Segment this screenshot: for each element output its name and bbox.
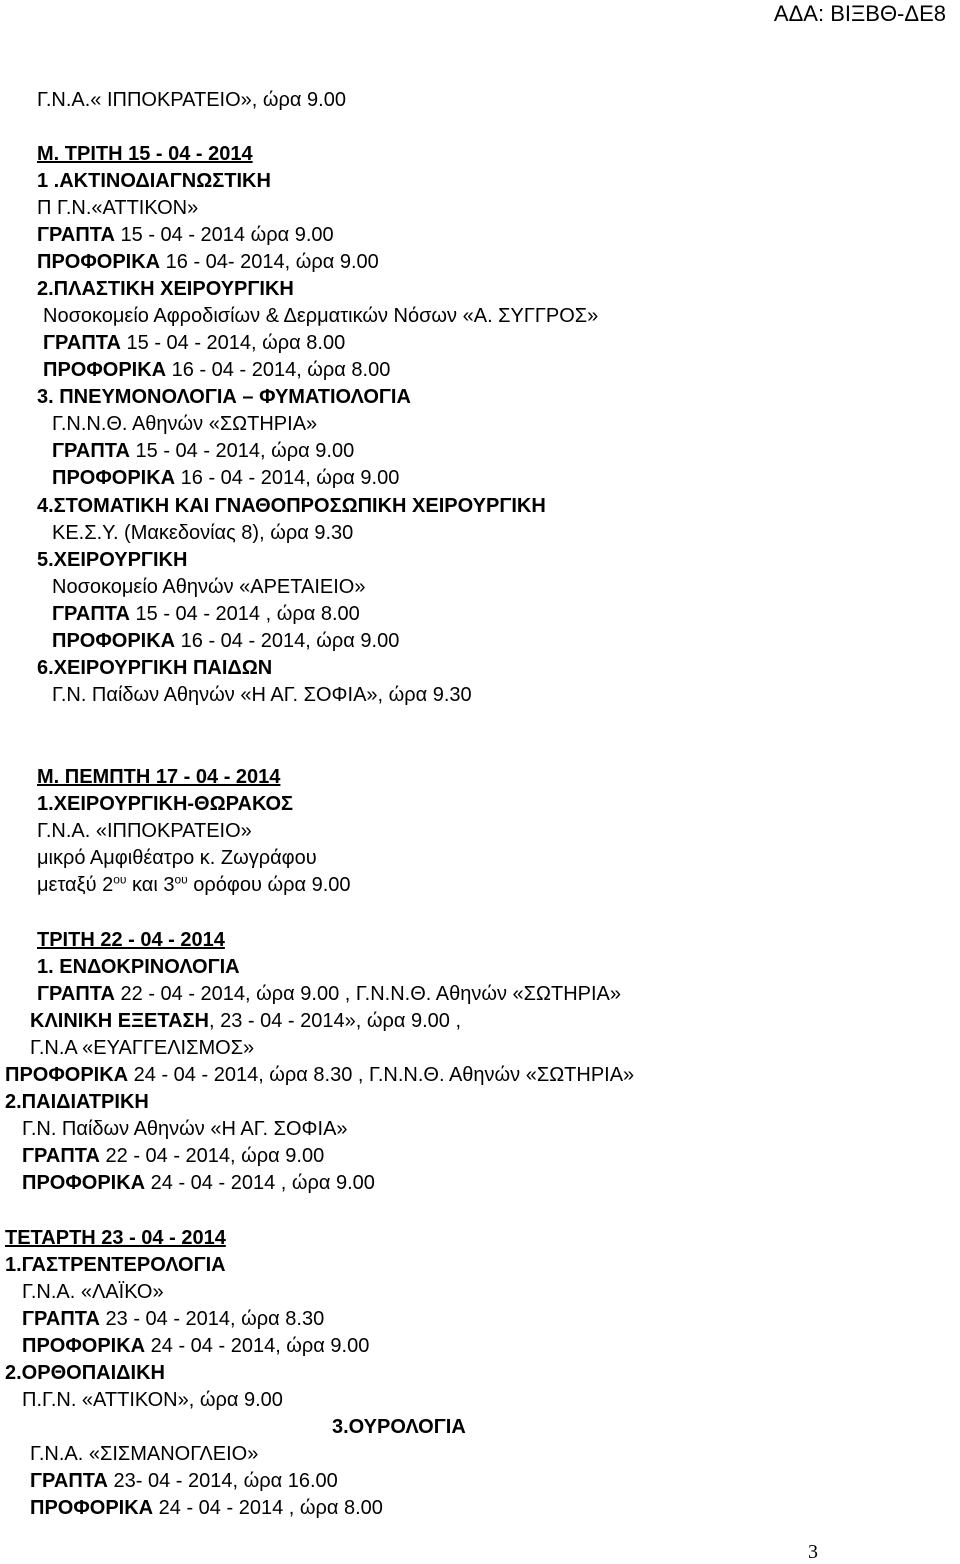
line-text: Γ.Ν.Α. «ΛΑΪΚΟ» <box>22 1281 164 1303</box>
line-text: ΠΡΟΦΟΡΙΚΑ <box>37 251 161 273</box>
line-text: ΠΡΟΦΟΡΙΚΑ <box>5 1064 129 1086</box>
line-text: Γ.Ν.Α «ΕΥΑΓΓΕΛΙΣΜΟΣ» <box>30 1037 255 1059</box>
line-text: 24 - 04 - 2014 , ώρα 8.00 <box>153 1497 383 1519</box>
document-line <box>22 1307 324 1331</box>
document-line <box>37 385 411 409</box>
line-text: 24 - 04 - 2014, ώρα 9.00 <box>145 1335 370 1357</box>
line-text: μεταξύ 2 <box>37 874 114 896</box>
line-text: 15 - 04 - 2014 ώρα 9.00 <box>114 224 334 246</box>
line-text: ΓΡΑΠΤΑ <box>37 983 115 1005</box>
superscript-text: ου <box>174 872 188 887</box>
document-line <box>37 250 379 274</box>
line-text: ορόφου ώρα 9.00 <box>187 874 351 896</box>
line-text: Γ.Ν.Α.« ΙΠΠΟΚΡΑΤΕΙΟ», ώρα 9.00 <box>37 89 346 111</box>
document-line <box>22 1334 369 1358</box>
document-line <box>37 792 293 816</box>
line-text: ΠΡΟΦΟΡΙΚΑ <box>22 1172 146 1194</box>
document-line <box>5 1226 226 1250</box>
document-line <box>43 331 345 355</box>
line-text: Μ. ΠΕΜΠΤΗ 17 - 04 - 2014 <box>37 766 281 788</box>
line-text: ΚΛΙΝΙΚΗ ΕΞΕΤΑΣΗ <box>30 1010 209 1032</box>
line-text: ΠΡΟΦΟΡΙΚΑ <box>30 1497 154 1519</box>
document-line <box>52 412 317 436</box>
line-text: ΠΡΟΦΟΡΙΚΑ <box>22 1335 146 1357</box>
line-text: 15 - 04 - 2014, ώρα 9.00 <box>129 440 355 462</box>
document-line <box>30 1009 461 1033</box>
line-text: ΠΡΟΦΟΡΙΚΑ <box>52 467 176 489</box>
document-line <box>332 1415 466 1439</box>
line-text: 1.ΧΕΙΡΟΥΡΓΙΚΗ-ΘΩΡΑΚΟΣ <box>37 793 294 815</box>
page-number: 3 <box>808 1541 818 1563</box>
document-line <box>37 494 546 518</box>
document-line <box>30 1496 383 1520</box>
line-text: Μ. ΤΡΙΤΗ 15 - 04 - 2014 <box>37 143 253 165</box>
line-text: 24 - 04 - 2014, ώρα 8.30 , Γ.Ν.Ν.Θ. Αθηνών «ΣΩΤΗΡΙΑ» <box>128 1064 635 1086</box>
document-line <box>37 955 240 979</box>
document-line <box>37 548 187 572</box>
line-text: 16 - 04- 2014, ώρα 9.00 <box>160 251 379 273</box>
line-text: ΓΡΑΠΤΑ <box>22 1308 100 1330</box>
document-line <box>37 819 252 843</box>
line-text: ΓΡΑΠΤΑ <box>52 440 130 462</box>
line-text: 4.ΣΤΟΜΑΤΙΚΗ ΚΑΙ ΓΝΑΘΟΠΡΟΣΩΠΙΚΗ ΧΕΙΡΟΥΡΓΙΚΗ <box>37 495 546 517</box>
document-line <box>52 466 399 490</box>
document-line <box>43 304 598 328</box>
line-text: 2.ΟΡΘΟΠΑΙΔΙΚΗ <box>5 1362 165 1384</box>
line-text: 1.ΓΑΣΤΡΕΝΤΕΡΟΛΟΓΙΑ <box>5 1254 226 1276</box>
document-line <box>30 1442 258 1466</box>
line-text: Γ.Ν. Παίδων Αθηνών «Η ΑΓ. ΣΟΦΙΑ» <box>22 1118 348 1140</box>
document-line <box>52 521 353 545</box>
line-text: 5.ΧΕΙΡΟΥΡΓΙΚΗ <box>37 549 188 571</box>
document-line <box>52 575 365 599</box>
document-line <box>37 169 271 193</box>
line-text: Νοσοκομείο Αφροδισίων & Δερματικών Νόσων «Α. ΣΥΓΓΡΟΣ» <box>43 305 599 327</box>
document-line <box>30 1469 338 1493</box>
document-ada-header: ΑΔΑ: ΒΙΞΒΘ-ΔΕ8 <box>773 1 946 26</box>
line-text: 16 - 04 - 2014, ώρα 9.00 <box>175 630 400 652</box>
document-line <box>37 142 253 166</box>
line-text: Νοσοκομείο Αθηνών «ΑΡΕΤΑΙΕΙΟ» <box>52 576 366 598</box>
line-text: 23- 04 - 2014, ώρα 16.00 <box>107 1470 338 1492</box>
line-text: 6.ΧΕΙΡΟΥΡΓΙΚΗ ΠΑΙΔΩΝ <box>37 657 273 679</box>
line-text: Γ.Ν.Ν.Θ. Αθηνών «ΣΩΤΗΡΙΑ» <box>52 413 318 435</box>
line-text: ΤΡΙΤΗ 22 - 04 - 2014 <box>37 929 225 951</box>
line-text: Π.Γ.Ν. «ΑΤΤΙΚΟΝ», ώρα 9.00 <box>22 1389 283 1411</box>
line-text: 2.ΠΛΑΣΤΙΚΗ ΧΕΙΡΟΥΡΓΙΚΗ <box>37 278 294 300</box>
line-text: ΓΡΑΠΤΑ <box>43 332 121 354</box>
line-text: 1 .ΑΚΤΙΝΟΔΙΑΓΝΩΣΤΙΚΗ <box>37 170 271 192</box>
line-text: ΓΡΑΠΤΑ <box>37 224 115 246</box>
line-text: 1. ΕΝΔΟΚΡΙΝΟΛΟΓΙΑ <box>37 956 240 978</box>
line-text: Γ.Ν.Α. «ΙΠΠΟΚΡΑΤΕΙΟ» <box>37 820 252 842</box>
line-text: 22 - 04 - 2014, ώρα 9.00 <box>99 1145 325 1167</box>
line-text: και 3 <box>126 874 175 896</box>
line-text: Γ.Ν. Παίδων Αθηνών «Η ΑΓ. ΣΟΦΙΑ», ώρα 9.30 <box>52 684 472 706</box>
document-line <box>52 439 354 463</box>
line-text: μικρό Αμφιθέατρο κ. Ζωγράφου <box>37 847 317 869</box>
line-text: 3.ΟΥΡΟΛΟΓΙΑ <box>332 1416 466 1438</box>
document-line <box>52 683 472 707</box>
document-line <box>37 928 225 952</box>
line-text: ΓΡΑΠΤΑ <box>52 603 130 625</box>
document-line <box>37 223 334 247</box>
line-text: 22 - 04 - 2014, ώρα 9.00 , Γ.Ν.Ν.Θ. Αθηνών «ΣΩΤΗΡΙΑ» <box>114 983 622 1005</box>
line-text: 3. ΠΝΕΥΜΟΝΟΛΟΓΙΑ – ΦΥΜΑΤΙΟΛΟΓΙΑ <box>37 386 411 408</box>
line-text: Γ.Ν.Α. «ΣΙΣΜΑΝΟΓΛΕΙΟ» <box>30 1443 259 1465</box>
document-line <box>22 1280 164 1304</box>
document-line <box>37 88 346 112</box>
document-line <box>43 358 390 382</box>
line-text: ΠΡΟΦΟΡΙΚΑ <box>52 630 176 652</box>
line-text: ΓΡΑΠΤΑ <box>22 1145 100 1167</box>
document-line <box>37 765 280 789</box>
line-text: 24 - 04 - 2014 , ώρα 9.00 <box>145 1172 375 1194</box>
document-line <box>37 873 351 897</box>
line-text: 2.ΠΑΙΔΙΑΤΡΙΚΗ <box>5 1091 149 1113</box>
document-line <box>37 982 621 1006</box>
line-text: ΚΕ.Σ.Υ. (Μακεδονίας 8), ώρα 9.30 <box>52 522 354 544</box>
document-line <box>5 1063 634 1087</box>
line-text: Π Γ.Ν.«ΑΤΤΙΚΟΝ» <box>37 197 199 219</box>
document-line <box>5 1253 226 1277</box>
line-text: ΓΡΑΠΤΑ <box>30 1470 108 1492</box>
document-line <box>52 602 360 626</box>
document-line <box>22 1144 324 1168</box>
document-line <box>22 1117 348 1141</box>
document-line <box>5 1090 149 1114</box>
line-text: , 23 - 04 - 2014», ώρα 9.00 , <box>208 1010 461 1032</box>
document-line <box>5 1361 165 1385</box>
document-line <box>37 196 198 220</box>
line-text: 23 - 04 - 2014, ώρα 8.30 <box>99 1308 325 1330</box>
document-line <box>37 656 272 680</box>
document-line <box>30 1036 254 1060</box>
line-text: ΠΡΟΦΟΡΙΚΑ <box>43 359 167 381</box>
document-line <box>22 1171 375 1195</box>
document-line <box>52 629 399 653</box>
superscript-text: ου <box>113 872 127 887</box>
line-text: 16 - 04 - 2014, ώρα 9.00 <box>175 467 400 489</box>
line-text: 16 - 04 - 2014, ώρα 8.00 <box>166 359 391 381</box>
document-line <box>37 277 294 301</box>
document-line <box>22 1388 283 1412</box>
line-text: 15 - 04 - 2014, ώρα 8.00 <box>120 332 346 354</box>
line-text: ΤΕΤΑΡΤΗ 23 - 04 - 2014 <box>5 1227 226 1249</box>
document-line <box>37 846 317 870</box>
line-text: 15 - 04 - 2014 , ώρα 8.00 <box>129 603 360 625</box>
